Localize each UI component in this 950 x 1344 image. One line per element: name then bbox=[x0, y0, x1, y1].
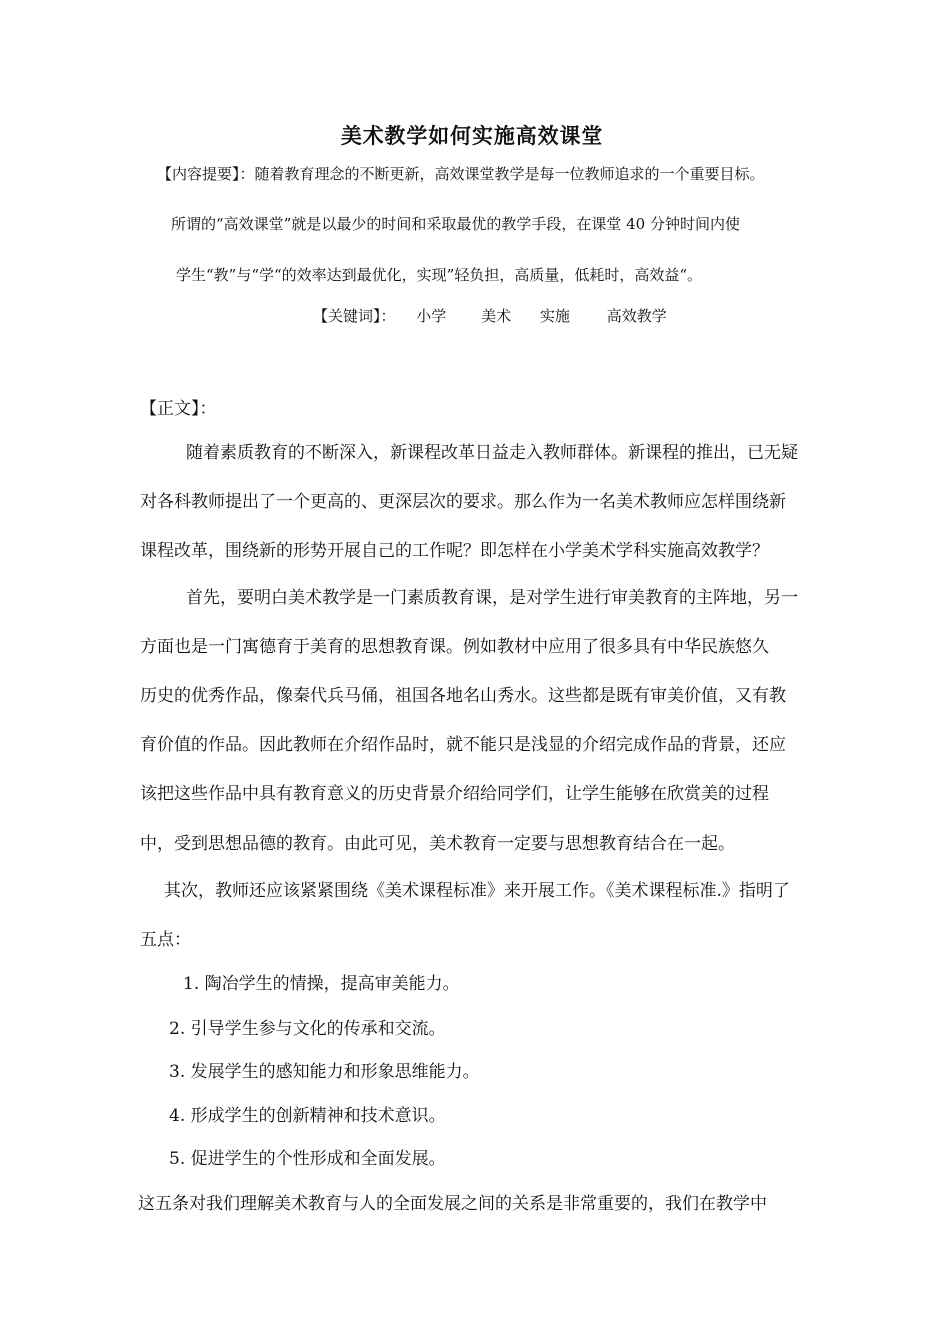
closing-line: 这五条对我们理解美术教育与人的全面发展之间的关系是非常重要的，我们在教学中 bbox=[138, 1194, 767, 1214]
keywords-label: 【关键词】： bbox=[313, 307, 396, 325]
keyword-item: 高效教学 bbox=[606, 307, 667, 325]
keyword-item: 实施 bbox=[539, 307, 570, 325]
list-item: 5. 促进学生的个性形成和全面发展。 bbox=[169, 1149, 446, 1169]
paragraph-line: 其次，教师还应该紧紧围绕《美术课程标准》来开展工作。《美术课程标准.》指明了 bbox=[164, 881, 790, 901]
abstract-line-3: 学生“教”与“学“的效率达到最优化，实现”轻负担，高质量，低耗时，高效益“。 bbox=[176, 266, 703, 284]
list-item: 1. 陶冶学生的情操，提高审美能力。 bbox=[183, 974, 460, 994]
paragraph-line: 随着素质教育的不断深入，新课程改革日益走入教师群体。新课程的推出，已无疑 bbox=[186, 443, 798, 463]
paragraph-line: 对各科教师提出了一个更高的、更深层次的要求。那么作为一名美术教师应怎样围绕新 bbox=[140, 492, 786, 512]
list-item: 3. 发展学生的感知能力和形象思维能力。 bbox=[169, 1062, 480, 1082]
document-title: 美术教学如何实施高效课堂 bbox=[340, 124, 604, 148]
body-heading: 【正文】： bbox=[140, 399, 217, 419]
paragraph-line: 中，受到思想品德的教育。由此可见，美术教育一定要与思想教育结合在一起。 bbox=[140, 834, 735, 854]
abstract-line-2: 所谓的“高效课堂”就是以最少的时间和采取最优的教学手段，在课堂 40 分钟时间内使 bbox=[171, 215, 740, 233]
list-item: 4. 形成学生的创新精神和技术意识。 bbox=[169, 1106, 446, 1126]
keywords-row bbox=[313, 305, 667, 326]
keyword-item: 小学 bbox=[416, 307, 447, 325]
abstract-line-1: 【内容提要】：随着教育理念的不断更新，高效课堂教学是每一位教师追求的一个重要目标。 bbox=[157, 165, 765, 183]
paragraph-line: 育价值的作品。因此教师在介绍作品时，就不能只是浅显的介绍完成作品的背景，还应 bbox=[140, 735, 786, 755]
paragraph-line: 首先，要明白美术教学是一门素质教育课，是对学生进行审美教育的主阵地，另一 bbox=[186, 588, 798, 608]
keyword-item: 美术 bbox=[481, 307, 512, 325]
paragraph-line: 历史的优秀作品，像秦代兵马俑，祖国各地名山秀水。这些都是既有审美价值，又有教 bbox=[140, 686, 786, 706]
paragraph-line: 五点： bbox=[140, 930, 191, 950]
list-item: 2. 引导学生参与文化的传承和交流。 bbox=[169, 1019, 446, 1039]
paragraph-line: 该把这些作品中具有教育意义的历史背景介绍给同学们，让学生能够在欣赏美的过程 bbox=[140, 784, 769, 804]
paragraph-line: 课程改革，围绕新的形势开展自己的工作呢？即怎样在小学美术学科实施高效教学？ bbox=[140, 541, 769, 561]
paragraph-line: 方面也是一门寓德育于美育的思想教育课。例如教材中应用了很多具有中华民族悠久 bbox=[140, 637, 769, 657]
